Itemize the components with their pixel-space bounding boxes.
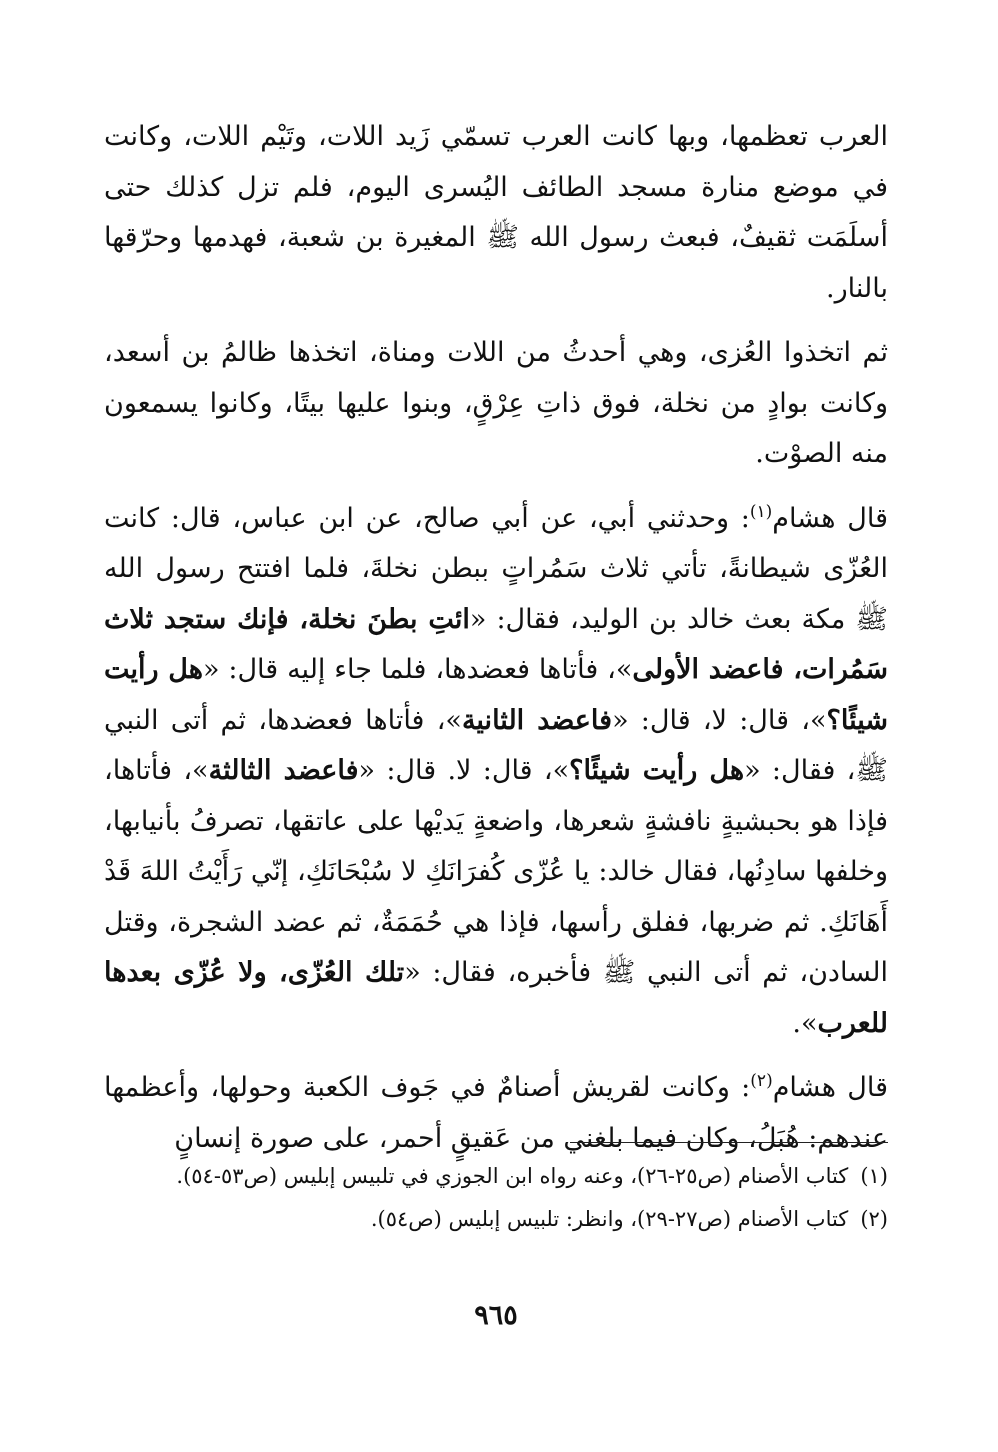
- document-page: [104, 112, 888, 1382]
- footnote-divider: [570, 1142, 888, 1143]
- paragraph-text: : وكانت لقريش أصنامٌ في جَوف الكعبة وحولها، وأعظمها عندهم: هُبَلُ، وكان فيما بلغني من عَقيقٍ أحمر، على صورة إنسانٍ: [104, 1072, 888, 1154]
- footnote-reference-2[interactable]: (٢): [750, 1071, 773, 1091]
- footnote-1: [104, 1157, 888, 1196]
- paragraph-3: [104, 494, 888, 1050]
- paragraph-text: : وحدثني أبي، عن أبي صالح، عن ابن عباس، قال: كانت العُزّى شيطانةً، تأتي ثلاث سَمُراتٍ ببطن نخلةَ، فلما افتتح رسول الله ﷺ مكة بعث خالد بن الوليد، فقال: «: [104, 502, 888, 635]
- paragraph-text: العرب تعظمها، وبها كانت العرب تسمّي زَيد اللات، وتَيْم اللات، وكانت في موضع منارة مسجد الطائف اليُسرى اليوم، فلم تزل كذلك حتى أسلَمَت ثقيفٌ، فبعث رسول الله ﷺ المغيرة بن شعبة، فهدمها وحرّقها بالنار.: [104, 121, 888, 304]
- footnotes: [104, 1157, 888, 1243]
- paragraph-text: »، قال: لا. قال: «: [358, 755, 570, 786]
- hadith-quote: هل رأيت شيئًا؟: [569, 755, 745, 786]
- hadith-quote: تلك العُزّى، ولا عُزّى بعدها للعرب: [104, 957, 888, 1039]
- paragraph-text: ثم اتخذوا العُزى، وهي أحدثُ من اللات ومناة، اتخذها ظالمُ بن أسعد، وكانت بوادٍ من نخلة، فوق ذاتِ عِرْقٍ، وبنوا عليها بيتًا، وكانوا يسمعون منه الصوْت.: [104, 337, 888, 469]
- footnote-text: كتاب الأصنام (ص٢٧-٢٩)، وانظر: تلبيس إبليس (ص٥٤).: [370, 1207, 849, 1231]
- footnote-reference-1[interactable]: (١): [749, 501, 773, 522]
- paragraph-4: [104, 1063, 888, 1164]
- footnote-number: (١): [860, 1164, 888, 1188]
- hadith-quote: فاعضد الثانية: [461, 704, 613, 736]
- hadith-quote: هل رأيت شيئًا؟: [104, 654, 889, 736]
- paragraph-2: [104, 328, 888, 480]
- footnote-2: [104, 1200, 888, 1239]
- hadith-quote: ائتِ بطنَ نخلة، فإنك ستجد ثلاث سَمُرات، فاعضد الأولى: [104, 603, 889, 685]
- paragraph-lead: قال هشام: [772, 502, 888, 534]
- paragraph-text: »، قال: لا، قال: «: [612, 704, 827, 736]
- page-number: ٩٦٥: [474, 1300, 518, 1331]
- paragraph-1: [104, 112, 888, 314]
- paragraph-lead: قال هشام: [772, 1072, 888, 1103]
- footnote-text: كتاب الأصنام (ص٢٥-٢٦)، وعنه رواه ابن الجوزي في تلبيس إبليس (ص٥٣-٥٤).: [176, 1164, 849, 1188]
- footnote-number: (٢): [860, 1207, 888, 1231]
- paragraph-text: »، فأتاها فعضدها، ثم أتى النبي ﷺ، فقال: «: [104, 704, 889, 786]
- hadith-quote: فاعضد الثالثة: [208, 755, 359, 786]
- paragraph-text: »، فأتاها، فإذا هو بحبشيةٍ نافشةٍ شعرها، واضعةٍ يَديْها على عاتقها، تصرفُ بأنيابها، وخلفها سادِنُها، فقال خالد: يا عُزّى كُفرَانَكِ لا سُبْحَانَكِ، إنّي رَأَيْتُ اللهَ قَدْ أَهَانَكِ. ثم ضربها، ففلق رأسها، فإذا هي حُمَمَةٌ، ثم عضد الشجرة، وقتل السادن، ثم أتى النبي ﷺ فأخبره، فقال: «: [104, 755, 888, 988]
- paragraph-text: »، فأتاها فعضدها، فلما جاء إليه قال: «: [202, 654, 633, 685]
- paragraph-text: ».: [792, 1007, 818, 1039]
